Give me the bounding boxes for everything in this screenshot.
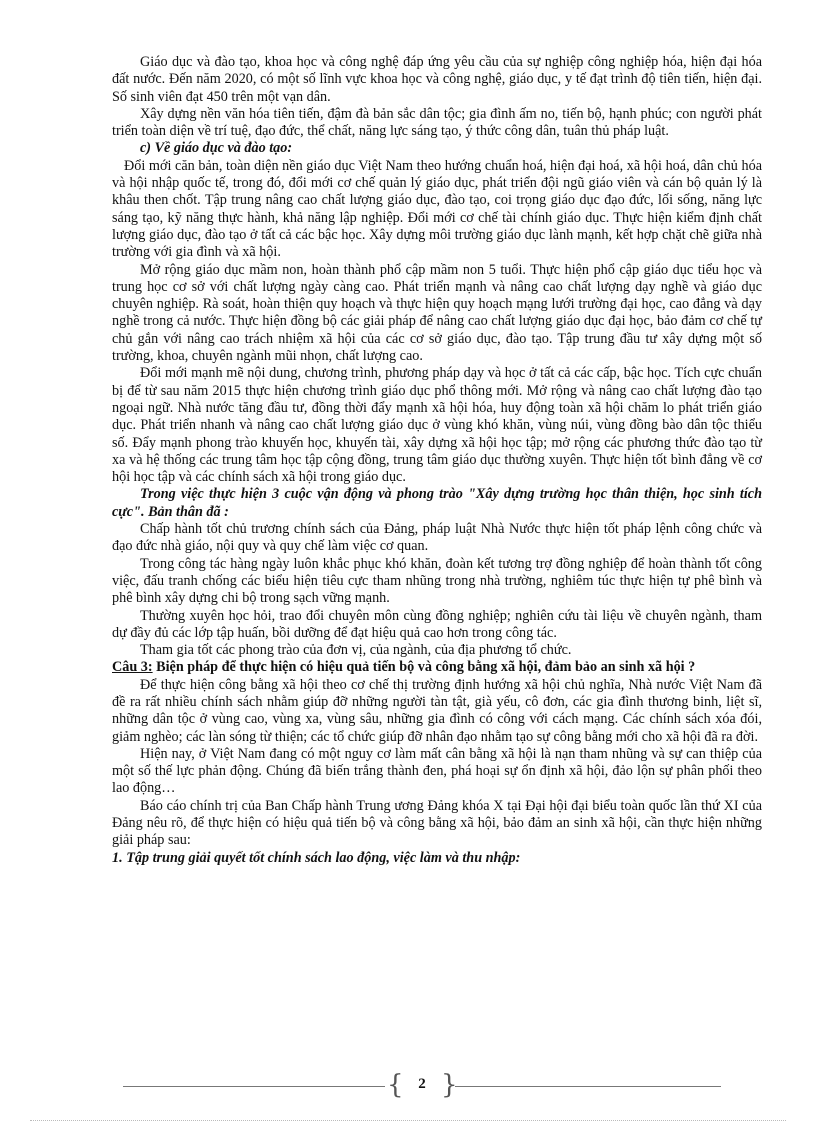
paragraph: Đổi mới mạnh mẽ nội dung, chương trình, phương pháp dạy và học ở tất cả các cấp, bậc học. Tích cực chuẩn bị để từ sau năm 2015 thực hiện chương trình giáo dục phổ thông mới. Mở rộng và nâng cao chất lượng đào tạo ngoại ngữ. Nhà nước tăng đầu tư, đồng thời đẩy mạnh xã hội hóa, huy động toàn xã hội chăm lo phát triển giáo dục. Phát triển nhanh và nâng cao chất lượng giáo dục ở vùng khó khăn, vùng núi, vùng đồng bào dân tộc thiểu số. Đẩy mạnh phong trào khuyến học, khuyến tài, xây dựng xã hội học tập; mở rộng các phương thức đào tạo từ xa và hệ thống các trung tâm học tập cộng đồng, trung tâm giáo dục thường xuyên. Thực hiện tốt bình đẳng về cơ hội học tập và các chính sách xã hội trong giáo dục.	[112, 365, 762, 486]
paragraph: Mở rộng giáo dục mầm non, hoàn thành phổ cập mầm non 5 tuổi. Thực hiện phổ cập giáo dục tiểu học và trung học cơ sở với chất lượng ngày càng cao. Phát triển mạnh và nâng cao chất lượng dạy nghề và giáo dục chuyên nghiệp. Rà soát, hoàn thiện quy hoạch và thực hiện quy hoạch mạng lưới trường đại học, cao đẳng và dạy nghề trong cả nước. Thực hiện đồng bộ các giải pháp để nâng cao chất lượng giáo dục đại học, bảo đảm cơ chế tự chủ gắn với nâng cao trách nhiệm xã hội của các cơ sở giáo dục, đào tạo. Tập trung đầu tư xây dựng một số trường, khoa, chuyên ngành mũi nhọn, chất lượng cao.	[112, 261, 762, 365]
document-body	[112, 54, 762, 867]
footer-rule-left	[123, 1086, 385, 1087]
campaign-heading: Trong việc thực hiện 3 cuộc vận động và phong trào "Xây dựng trường học thân thiện, học sinh tích cực". Bản thân đã :	[112, 486, 762, 520]
paragraph: Trong công tác hàng ngày luôn khắc phục khó khăn, đoàn kết tương trợ đồng nghiệp để hoàn thành tốt công việc, đấu tranh chống các biểu hiện tiêu cực tham nhũng trong nhà trường, nghiêm túc thực hiện tự phê bình và phê bình xây dựng chi bộ trong sạch vững mạnh.	[112, 555, 762, 607]
question-text: Biện pháp để thực hiện có hiệu quả tiến bộ và công bằng xã hội, đảm bảo an sinh xã hội ?	[152, 659, 696, 676]
paragraph: Để thực hiện công bằng xã hội theo cơ chế thị trường định hướng xã hội chủ nghĩa, Nhà nước Việt Nam đã đề ra rất nhiều chính sách nhằm giúp đỡ những người tàn tật, già yếu, cô đơn, các gia đình thương binh, liệt sĩ, những dân tộc ở vùng cao, vùng xa, vùng sâu, những gia đình có công với cách mạng. Các chính sách xóa đói, giảm nghèo; các làn sóng từ thiện; các tổ chức giúp đỡ nhân đạo nhằm tạo sự công bằng mới cho xã hội đã ra đời.	[112, 676, 762, 745]
footer-rule-right	[455, 1086, 721, 1087]
paragraph: Chấp hành tốt chủ trương chính sách của Đảng, pháp luật Nhà Nước thực hiện tốt pháp lệnh công chức và đạo đức nhà giáo, nội quy và quy chế làm việc cơ quan.	[112, 521, 762, 555]
section-heading-education: c) Về giáo dục và đào tạo:	[140, 140, 293, 157]
page-bottom-dotted-line	[30, 1120, 786, 1121]
paragraph: Giáo dục và đào tạo, khoa học và công nghệ đáp ứng yêu cầu của sự nghiệp công nghiệp hóa, hiện đại hóa đất nước. Đến năm 2020, có một số lĩnh vực khoa học và công nghệ, giáo dục, y tế đạt trình độ tiên tiến, hiện đại. Số sinh viên đạt 450 trên một vạn dân.	[112, 54, 762, 105]
paragraph: Hiện nay, ở Việt Nam đang có một nguy cơ làm mất cân bằng xã hội là nạn tham nhũng và sự can thiệp của một số thế lực phản động. Chúng đã biến trắng thành đen, phá hoại sự ổn định xã hội, đảo lộn sự phân phối theo lao động…	[112, 745, 762, 797]
section-heading-labor: 1. Tập trung giải quyết tốt chính sách lao động, việc làm và thu nhập:	[112, 849, 521, 866]
paragraph: Báo cáo chính trị của Ban Chấp hành Trung ương Đảng khóa X tại Đại hội đại biểu toàn quốc lần thứ XI của Đảng nêu rõ, để thực hiện có hiệu quả tiến bộ và công bằng xã hội, bảo đảm an sinh xã hội, cần thực hiện những giải pháp sau:	[112, 797, 762, 849]
paragraph: Xây dựng nền văn hóa tiên tiến, đậm đà bản sắc dân tộc; gia đình ấm no, tiến bộ, hạnh phúc; con người phát triển toàn diện về trí tuệ, đạo đức, thể chất, năng lực sáng tạo, ý thức công dân, tuân thủ pháp luật.	[112, 105, 762, 140]
paragraph: Đổi mới căn bản, toàn diện nền giáo dục Việt Nam theo hướng chuẩn hoá, hiện đại hoá, xã hội hoá, dân chủ hóa và hội nhập quốc tế, trong đó, đổi mới cơ chế quản lý giáo dục, phát triển đội ngũ giáo viên và cán bộ quản lý là khâu then chốt. Tập trung nâng cao chất lượng giáo dục, đào tạo, coi trọng giáo dục đạo đức, lối sống, năng lực sáng tạo, kỹ năng thực hành, khả năng lập nghiệp. Đổi mới cơ chế tài chính giáo dục. Thực hiện kiểm định chất lượng giáo dục, đào tạo ở tất cả các bậc học. Xây dựng môi trường giáo dục lành mạnh, kết hợp chặt chẽ giữa nhà trường với gia đình và xã hội.	[112, 157, 762, 261]
question-number: Câu 3:	[112, 659, 153, 676]
footer-bracket-right: }	[441, 1070, 458, 1100]
paragraph: Thường xuyên học hỏi, trao đổi chuyên môn cùng đồng nghiệp; nghiên cứu tài liệu về chuyên ngành, tham dự đầy đủ các lớp tập huấn, bồi dưỡng để đạt hiệu quả cao hơn trong công tác.	[112, 607, 762, 641]
footer-bracket-left: {	[387, 1070, 404, 1100]
page-number: 2	[418, 1076, 426, 1092]
paragraph: Tham gia tốt các phong trào của đơn vị, của ngành, của địa phương tổ chức.	[140, 642, 572, 659]
question-heading	[112, 659, 762, 676]
page-footer	[123, 1070, 721, 1102]
